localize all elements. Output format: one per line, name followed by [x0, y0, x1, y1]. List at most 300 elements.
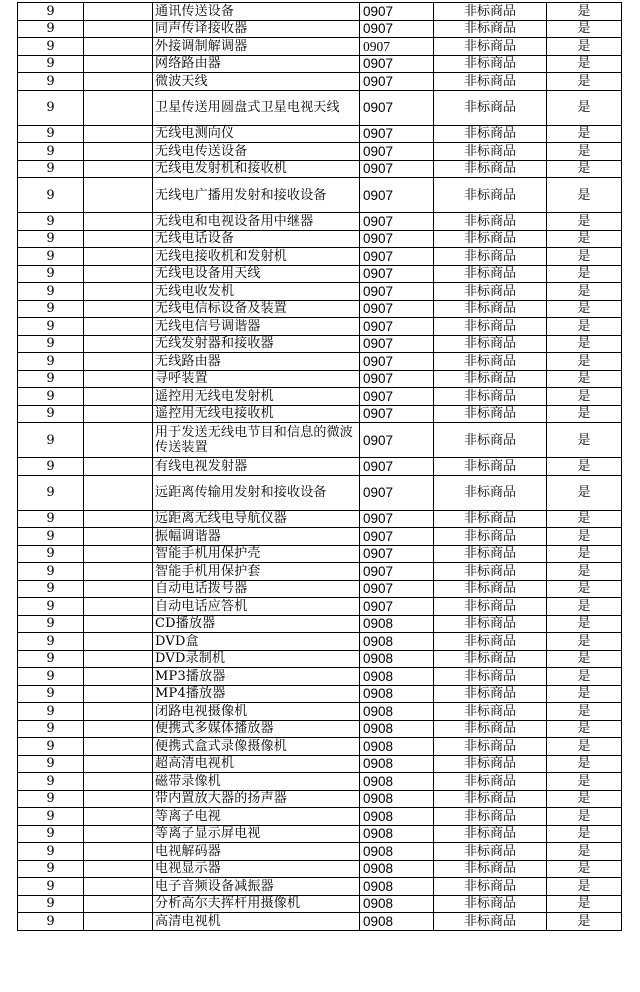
goods-type-cell: 非标商品 — [434, 650, 547, 668]
goods-type-cell: 非标商品 — [434, 738, 547, 756]
blank-cell — [84, 90, 153, 125]
goods-name-cell: 无线电传送设备 — [153, 143, 360, 161]
category-cell: 9 — [18, 913, 84, 931]
goods-type-cell: 非标商品 — [434, 790, 547, 808]
category-cell: 9 — [18, 300, 84, 318]
table-row — [18, 773, 622, 791]
category-cell: 9 — [18, 20, 84, 38]
flag-cell: 是 — [547, 248, 622, 266]
blank-cell — [84, 580, 153, 598]
group-code-cell: 0907 — [360, 283, 434, 301]
group-code-cell: 0907 — [360, 580, 434, 598]
blank-cell — [84, 213, 153, 231]
category-cell: 9 — [18, 580, 84, 598]
category-cell: 9 — [18, 790, 84, 808]
group-code-cell: 0907 — [360, 388, 434, 406]
category-cell: 9 — [18, 73, 84, 91]
group-code-cell: 0907 — [360, 143, 434, 161]
table-row — [18, 475, 622, 510]
table-row — [18, 895, 622, 913]
category-cell: 9 — [18, 773, 84, 791]
table-row — [18, 580, 622, 598]
table-row — [18, 370, 622, 388]
goods-type-cell: 非标商品 — [434, 265, 547, 283]
goods-name-cell: 振幅调谐器 — [153, 528, 360, 546]
table-row — [18, 283, 622, 301]
group-code-cell: 0907 — [360, 300, 434, 318]
blank-cell — [84, 283, 153, 301]
blank-cell — [84, 73, 153, 91]
flag-cell: 是 — [547, 143, 622, 161]
goods-name-cell: 便携式多媒体播放器 — [153, 720, 360, 738]
group-code-cell: 0907 — [360, 598, 434, 616]
blank-cell — [84, 790, 153, 808]
flag-cell: 是 — [547, 73, 622, 91]
goods-name-cell: 遥控用无线电接收机 — [153, 405, 360, 423]
group-code-cell: 0907 — [360, 458, 434, 476]
flag-cell: 是 — [547, 38, 622, 56]
group-code-cell: 0908 — [360, 860, 434, 878]
goods-type-cell: 非标商品 — [434, 825, 547, 843]
flag-cell: 是 — [547, 808, 622, 826]
table-row — [18, 668, 622, 686]
table-row — [18, 230, 622, 248]
goods-name-cell: 远距离无线电导航仪器 — [153, 510, 360, 528]
goods-type-cell: 非标商品 — [434, 580, 547, 598]
blank-cell — [84, 405, 153, 423]
blank-cell — [84, 423, 153, 458]
table-row — [18, 913, 622, 931]
category-cell: 9 — [18, 38, 84, 56]
category-cell: 9 — [18, 685, 84, 703]
goods-name-cell: 微波天线 — [153, 73, 360, 91]
category-cell: 9 — [18, 598, 84, 616]
goods-name-cell: 等离子显示屏电视 — [153, 825, 360, 843]
group-code-cell: 0907 — [360, 38, 434, 56]
flag-cell: 是 — [547, 703, 622, 721]
flag-cell: 是 — [547, 878, 622, 896]
group-code-cell: 0907 — [360, 265, 434, 283]
goods-type-cell: 非标商品 — [434, 335, 547, 353]
table-row — [18, 265, 622, 283]
goods-name-cell: 电视解码器 — [153, 843, 360, 861]
goods-name-cell: 高清电视机 — [153, 913, 360, 931]
group-code-cell: 0907 — [360, 178, 434, 213]
flag-cell: 是 — [547, 843, 622, 861]
flag-cell: 是 — [547, 318, 622, 336]
group-code-cell: 0907 — [360, 230, 434, 248]
table-row — [18, 405, 622, 423]
category-cell: 9 — [18, 895, 84, 913]
group-code-cell: 0907 — [360, 318, 434, 336]
blank-cell — [84, 633, 153, 651]
group-code-cell: 0908 — [360, 878, 434, 896]
category-cell: 9 — [18, 528, 84, 546]
blank-cell — [84, 510, 153, 528]
blank-cell — [84, 773, 153, 791]
table-row — [18, 73, 622, 91]
blank-cell — [84, 615, 153, 633]
goods-type-cell: 非标商品 — [434, 475, 547, 510]
category-cell: 9 — [18, 55, 84, 73]
flag-cell: 是 — [547, 475, 622, 510]
goods-type-cell: 非标商品 — [434, 808, 547, 826]
goods-type-cell: 非标商品 — [434, 160, 547, 178]
table-row — [18, 878, 622, 896]
flag-cell: 是 — [547, 55, 622, 73]
goods-type-cell: 非标商品 — [434, 55, 547, 73]
category-cell: 9 — [18, 808, 84, 826]
table-row — [18, 510, 622, 528]
flag-cell: 是 — [547, 545, 622, 563]
flag-cell: 是 — [547, 265, 622, 283]
goods-type-cell: 非标商品 — [434, 300, 547, 318]
flag-cell: 是 — [547, 913, 622, 931]
goods-type-cell: 非标商品 — [434, 353, 547, 371]
goods-type-cell: 非标商品 — [434, 528, 547, 546]
table-row — [18, 860, 622, 878]
category-cell: 9 — [18, 213, 84, 231]
group-code-cell: 0908 — [360, 685, 434, 703]
group-code-cell: 0907 — [360, 545, 434, 563]
category-cell: 9 — [18, 825, 84, 843]
group-code-cell: 0907 — [360, 73, 434, 91]
goods-type-cell: 非标商品 — [434, 370, 547, 388]
goods-name-cell: 无线电接收机和发射机 — [153, 248, 360, 266]
table-row — [18, 353, 622, 371]
blank-cell — [84, 125, 153, 143]
flag-cell: 是 — [547, 335, 622, 353]
category-cell: 9 — [18, 125, 84, 143]
goods-type-cell: 非标商品 — [434, 20, 547, 38]
table-row — [18, 3, 622, 21]
flag-cell: 是 — [547, 160, 622, 178]
goods-name-cell: 电视显示器 — [153, 860, 360, 878]
category-cell: 9 — [18, 475, 84, 510]
table-row — [18, 125, 622, 143]
group-code-cell: 0907 — [360, 423, 434, 458]
table-row — [18, 143, 622, 161]
blank-cell — [84, 878, 153, 896]
blank-cell — [84, 353, 153, 371]
blank-cell — [84, 895, 153, 913]
blank-cell — [84, 300, 153, 318]
goods-name-cell: MP3播放器 — [153, 668, 360, 686]
goods-type-cell: 非标商品 — [434, 545, 547, 563]
flag-cell: 是 — [547, 213, 622, 231]
blank-cell — [84, 230, 153, 248]
goods-name-cell: 智能手机用保护套 — [153, 563, 360, 581]
table-row — [18, 300, 622, 318]
group-code-cell: 0908 — [360, 773, 434, 791]
blank-cell — [84, 370, 153, 388]
table-row — [18, 738, 622, 756]
blank-cell — [84, 458, 153, 476]
goods-name-cell: 超高清电视机 — [153, 755, 360, 773]
flag-cell: 是 — [547, 633, 622, 651]
goods-type-cell: 非标商品 — [434, 125, 547, 143]
goods-type-cell: 非标商品 — [434, 878, 547, 896]
table-row — [18, 720, 622, 738]
goods-type-cell: 非标商品 — [434, 895, 547, 913]
blank-cell — [84, 143, 153, 161]
goods-name-cell: 闭路电视摄像机 — [153, 703, 360, 721]
table-row — [18, 598, 622, 616]
goods-name-cell: 等离子电视 — [153, 808, 360, 826]
table-row — [18, 650, 622, 668]
category-cell: 9 — [18, 143, 84, 161]
category-cell: 9 — [18, 703, 84, 721]
flag-cell: 是 — [547, 423, 622, 458]
group-code-cell: 0907 — [360, 160, 434, 178]
goods-type-cell: 非标商品 — [434, 598, 547, 616]
goods-type-cell: 非标商品 — [434, 773, 547, 791]
goods-type-cell: 非标商品 — [434, 248, 547, 266]
blank-cell — [84, 650, 153, 668]
category-cell: 9 — [18, 265, 84, 283]
blank-cell — [84, 3, 153, 21]
goods-name-cell: DVD录制机 — [153, 650, 360, 668]
group-code-cell: 0907 — [360, 370, 434, 388]
goods-type-cell: 非标商品 — [434, 90, 547, 125]
category-cell: 9 — [18, 615, 84, 633]
blank-cell — [84, 318, 153, 336]
flag-cell: 是 — [547, 615, 622, 633]
goods-type-cell: 非标商品 — [434, 615, 547, 633]
flag-cell: 是 — [547, 20, 622, 38]
group-code-cell: 0908 — [360, 913, 434, 931]
goods-type-cell: 非标商品 — [434, 230, 547, 248]
goods-name-cell: 遥控用无线电发射机 — [153, 388, 360, 406]
group-code-cell: 0908 — [360, 895, 434, 913]
goods-name-cell: 电子音频设备减振器 — [153, 878, 360, 896]
flag-cell: 是 — [547, 650, 622, 668]
goods-name-cell: 便携式盒式录像摄像机 — [153, 738, 360, 756]
category-cell: 9 — [18, 230, 84, 248]
blank-cell — [84, 563, 153, 581]
goods-name-cell: 无线电信号调谐器 — [153, 318, 360, 336]
group-code-cell: 0907 — [360, 528, 434, 546]
blank-cell — [84, 913, 153, 931]
table-row — [18, 615, 622, 633]
blank-cell — [84, 160, 153, 178]
goods-name-cell: 带内置放大器的扬声器 — [153, 790, 360, 808]
goods-name-cell: 卫星传送用圆盘式卫星电视天线 — [153, 90, 360, 125]
flag-cell: 是 — [547, 738, 622, 756]
table-row — [18, 703, 622, 721]
goods-type-cell: 非标商品 — [434, 143, 547, 161]
flag-cell: 是 — [547, 528, 622, 546]
goods-type-cell: 非标商品 — [434, 843, 547, 861]
category-cell: 9 — [18, 668, 84, 686]
category-cell: 9 — [18, 405, 84, 423]
flag-cell: 是 — [547, 283, 622, 301]
blank-cell — [84, 843, 153, 861]
goods-type-cell: 非标商品 — [434, 913, 547, 931]
goods-type-cell: 非标商品 — [434, 38, 547, 56]
blank-cell — [84, 388, 153, 406]
table-row — [18, 248, 622, 266]
table-row — [18, 808, 622, 826]
group-code-cell: 0907 — [360, 335, 434, 353]
blank-cell — [84, 545, 153, 563]
category-cell: 9 — [18, 633, 84, 651]
category-cell: 9 — [18, 388, 84, 406]
goods-table-body — [18, 3, 622, 931]
goods-name-cell: 自动电话拨号器 — [153, 580, 360, 598]
goods-name-cell: 无线电话设备 — [153, 230, 360, 248]
goods-name-cell: CD播放器 — [153, 615, 360, 633]
table-row — [18, 843, 622, 861]
blank-cell — [84, 808, 153, 826]
category-cell: 9 — [18, 248, 84, 266]
group-code-cell: 0907 — [360, 248, 434, 266]
blank-cell — [84, 20, 153, 38]
goods-name-cell: 无线路由器 — [153, 353, 360, 371]
goods-name-cell: 用于发送无线电节目和信息的微波传送装置 — [153, 423, 360, 458]
category-cell: 9 — [18, 563, 84, 581]
category-cell: 9 — [18, 738, 84, 756]
group-code-cell: 0908 — [360, 790, 434, 808]
table-row — [18, 458, 622, 476]
flag-cell: 是 — [547, 300, 622, 318]
table-row — [18, 825, 622, 843]
flag-cell: 是 — [547, 353, 622, 371]
group-code-cell: 0908 — [360, 755, 434, 773]
blank-cell — [84, 475, 153, 510]
flag-cell: 是 — [547, 90, 622, 125]
category-cell: 9 — [18, 878, 84, 896]
category-cell: 9 — [18, 178, 84, 213]
blank-cell — [84, 720, 153, 738]
group-code-cell: 0908 — [360, 633, 434, 651]
table-row — [18, 563, 622, 581]
goods-type-cell: 非标商品 — [434, 755, 547, 773]
goods-name-cell: 同声传译接收器 — [153, 20, 360, 38]
category-cell: 9 — [18, 3, 84, 21]
table-row — [18, 213, 622, 231]
flag-cell: 是 — [547, 405, 622, 423]
goods-type-cell: 非标商品 — [434, 685, 547, 703]
table-row — [18, 318, 622, 336]
flag-cell: 是 — [547, 860, 622, 878]
goods-name-cell: 网络路由器 — [153, 55, 360, 73]
category-cell: 9 — [18, 458, 84, 476]
category-cell: 9 — [18, 353, 84, 371]
flag-cell: 是 — [547, 720, 622, 738]
category-cell: 9 — [18, 335, 84, 353]
group-code-cell: 0907 — [360, 3, 434, 21]
goods-type-cell: 非标商品 — [434, 213, 547, 231]
blank-cell — [84, 335, 153, 353]
goods-name-cell: 有线电视发射器 — [153, 458, 360, 476]
blank-cell — [84, 825, 153, 843]
table-row — [18, 633, 622, 651]
flag-cell: 是 — [547, 825, 622, 843]
goods-type-cell: 非标商品 — [434, 458, 547, 476]
goods-name-cell: 无线电发射机和接收机 — [153, 160, 360, 178]
flag-cell: 是 — [547, 598, 622, 616]
category-cell: 9 — [18, 720, 84, 738]
flag-cell: 是 — [547, 125, 622, 143]
flag-cell: 是 — [547, 370, 622, 388]
blank-cell — [84, 55, 153, 73]
flag-cell: 是 — [547, 773, 622, 791]
goods-type-cell: 非标商品 — [434, 510, 547, 528]
flag-cell: 是 — [547, 3, 622, 21]
goods-type-cell: 非标商品 — [434, 3, 547, 21]
blank-cell — [84, 860, 153, 878]
goods-table — [17, 2, 622, 931]
goods-type-cell: 非标商品 — [434, 720, 547, 738]
group-code-cell: 0908 — [360, 615, 434, 633]
goods-type-cell: 非标商品 — [434, 318, 547, 336]
flag-cell: 是 — [547, 510, 622, 528]
goods-type-cell: 非标商品 — [434, 423, 547, 458]
group-code-cell: 0907 — [360, 563, 434, 581]
category-cell: 9 — [18, 318, 84, 336]
table-row — [18, 423, 622, 458]
group-code-cell: 0908 — [360, 668, 434, 686]
table-row — [18, 388, 622, 406]
blank-cell — [84, 248, 153, 266]
goods-name-cell: 通讯传送设备 — [153, 3, 360, 21]
goods-name-cell: 无线电设备用天线 — [153, 265, 360, 283]
group-code-cell: 0907 — [360, 55, 434, 73]
blank-cell — [84, 178, 153, 213]
table-row — [18, 528, 622, 546]
table-row — [18, 178, 622, 213]
goods-name-cell: 无线电和电视设备用中继器 — [153, 213, 360, 231]
blank-cell — [84, 528, 153, 546]
goods-name-cell: 无线电测向仪 — [153, 125, 360, 143]
table-row — [18, 335, 622, 353]
group-code-cell: 0907 — [360, 213, 434, 231]
goods-name-cell: 无线电广播用发射和接收设备 — [153, 178, 360, 213]
goods-name-cell: 自动电话应答机 — [153, 598, 360, 616]
table-row — [18, 685, 622, 703]
goods-type-cell: 非标商品 — [434, 388, 547, 406]
category-cell: 9 — [18, 423, 84, 458]
group-code-cell: 0907 — [360, 405, 434, 423]
group-code-cell: 0908 — [360, 703, 434, 721]
flag-cell: 是 — [547, 580, 622, 598]
flag-cell: 是 — [547, 895, 622, 913]
goods-name-cell: 无线电收发机 — [153, 283, 360, 301]
category-cell: 9 — [18, 843, 84, 861]
table-row — [18, 545, 622, 563]
goods-table-sheet — [17, 2, 622, 931]
flag-cell: 是 — [547, 685, 622, 703]
goods-name-cell: 寻呼装置 — [153, 370, 360, 388]
goods-name-cell: DVD盒 — [153, 633, 360, 651]
flag-cell: 是 — [547, 230, 622, 248]
category-cell: 9 — [18, 160, 84, 178]
goods-name-cell: 远距离传输用发射和接收设备 — [153, 475, 360, 510]
table-row — [18, 20, 622, 38]
table-row — [18, 790, 622, 808]
flag-cell: 是 — [547, 458, 622, 476]
goods-name-cell: 磁带录像机 — [153, 773, 360, 791]
group-code-cell: 0908 — [360, 738, 434, 756]
blank-cell — [84, 598, 153, 616]
goods-type-cell: 非标商品 — [434, 703, 547, 721]
category-cell: 9 — [18, 755, 84, 773]
goods-name-cell: 分析高尔夫挥杆用摄像机 — [153, 895, 360, 913]
goods-type-cell: 非标商品 — [434, 283, 547, 301]
flag-cell: 是 — [547, 178, 622, 213]
category-cell: 9 — [18, 370, 84, 388]
